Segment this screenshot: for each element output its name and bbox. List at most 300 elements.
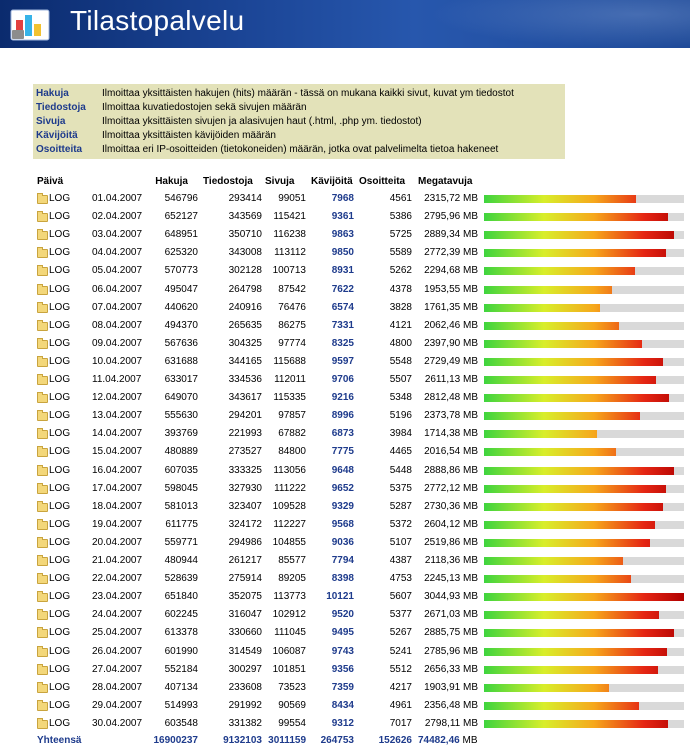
kavijoita-cell: 9648 (331, 464, 354, 476)
table-row (0, 462, 690, 480)
folder-icon (37, 322, 48, 331)
usage-bar (484, 521, 684, 529)
osoitteita-cell: 3828 (389, 301, 412, 313)
date-cell: 12.04.2007 (92, 392, 143, 404)
folder-icon (37, 648, 48, 657)
table-row (0, 190, 690, 208)
tiedostoja-cell: 331382 (228, 717, 262, 729)
header-decoration (430, 0, 690, 48)
table-row (0, 407, 690, 425)
usage-bar-fill (484, 629, 674, 637)
table-row (0, 281, 690, 299)
hakuja-cell: 649070 (164, 392, 198, 404)
usage-bar (484, 485, 684, 493)
tiedostoja-cell: 273527 (228, 446, 262, 458)
date-cell: 10.04.2007 (92, 355, 143, 367)
folder-icon (37, 412, 48, 421)
tiedostoja-cell: 293414 (228, 193, 262, 204)
sivuja-cell: 67882 (278, 428, 306, 440)
megatavuja-cell: 2604,12 MB (424, 518, 478, 530)
legend-description: Ilmoittaa yksittäisten hakujen (hits) määrän - tässä on mukana kaikki sivut, kuvat ym tiedostot (102, 88, 514, 99)
table-row (0, 262, 690, 280)
table-row (0, 570, 690, 588)
usage-bar-fill (484, 286, 612, 294)
sivuja-cell: 85577 (278, 555, 306, 566)
table-row (0, 715, 690, 733)
folder-icon (37, 666, 48, 675)
usage-bar-fill (484, 231, 674, 239)
tiedostoja-cell: 343569 (228, 211, 262, 223)
usage-bar (484, 648, 684, 656)
hakuja-cell: 607035 (164, 464, 198, 476)
usage-bar-fill (484, 467, 674, 475)
hakuja-cell: 648951 (164, 229, 198, 241)
legend-description: Ilmoittaa eri IP-osoitteiden (tietokoneiden) määrän, jotka ovat palvelimelta tietoa hakeneet (102, 144, 499, 155)
usage-bar-fill (484, 648, 667, 656)
table-row (0, 208, 690, 226)
sivuja-cell: 106087 (272, 645, 306, 657)
log-link[interactable]: LOG (49, 555, 71, 566)
hakuja-cell: 552184 (164, 663, 198, 675)
usage-bar-fill (484, 448, 616, 456)
legend-description: Ilmoittaa yksittäisten sivujen ja alasivujen haut (.html, .php ym. tiedostot) (102, 116, 422, 127)
log-link[interactable]: LOG (49, 482, 71, 494)
megatavuja-cell: 2730,36 MB (424, 500, 478, 512)
sivuja-cell: 99051 (278, 193, 306, 204)
megatavuja-cell: 2397,90 MB (424, 337, 478, 349)
usage-bar-fill (484, 412, 640, 420)
totals-mb-number: 74482,46 (418, 735, 460, 746)
column-header-kavijoita: Kävijöitä (311, 176, 353, 187)
folder-icon (37, 593, 48, 602)
usage-bar (484, 720, 684, 728)
column-header-osoitteita: Osoitteita (359, 176, 406, 187)
log-link[interactable]: LOG (49, 392, 71, 404)
log-link[interactable]: LOG (49, 500, 71, 512)
osoitteita-cell: 5448 (389, 464, 412, 476)
kavijoita-cell: 9743 (331, 645, 354, 657)
sivuja-cell: 115688 (273, 355, 306, 367)
date-cell: 04.04.2007 (92, 247, 143, 259)
sivuja-cell: 115421 (273, 211, 306, 223)
hakuja-cell: 581013 (164, 500, 198, 512)
usage-bar (484, 249, 684, 257)
totals-kavijoita: 264753 (320, 735, 354, 746)
log-link[interactable]: LOG (49, 717, 71, 729)
totals-megatavuja (418, 732, 478, 750)
usage-bar (484, 503, 684, 511)
megatavuja-cell: 2671,03 MB (424, 609, 478, 621)
hakuja-cell: 407134 (164, 681, 198, 693)
log-link[interactable]: LOG (49, 283, 71, 295)
table-row (0, 552, 690, 570)
folder-icon (37, 485, 48, 494)
osoitteita-cell: 5372 (389, 518, 412, 530)
kavijoita-cell: 9216 (331, 392, 354, 404)
sivuja-cell: 97857 (278, 410, 306, 422)
log-link[interactable]: LOG (49, 591, 71, 603)
hakuja-cell: 570773 (164, 265, 198, 277)
osoitteita-cell: 5107 (389, 536, 412, 548)
tiedostoja-cell: 344165 (228, 355, 262, 367)
tiedostoja-cell: 240916 (228, 301, 262, 313)
tiedostoja-cell: 264798 (228, 283, 262, 295)
sivuja-cell: 100713 (272, 265, 306, 277)
megatavuja-cell: 2356,48 MB (424, 699, 478, 711)
log-link[interactable]: LOG (49, 410, 71, 422)
date-cell: 11.04.2007 (92, 374, 142, 385)
usage-bar-fill (484, 340, 642, 348)
megatavuja-cell: 1903,91 MB (424, 681, 478, 693)
folder-icon (37, 304, 48, 313)
kavijoita-cell: 6574 (331, 301, 354, 313)
date-cell: 29.04.2007 (92, 699, 143, 711)
totals-row (0, 732, 690, 750)
kavijoita-cell: 9652 (331, 482, 354, 494)
folder-icon (37, 394, 48, 403)
log-link[interactable]: LOG (49, 573, 71, 585)
usage-bar (484, 575, 684, 583)
hakuja-cell: 393769 (164, 428, 198, 440)
table-row (0, 226, 690, 244)
log-link[interactable]: LOG (49, 518, 71, 530)
sivuja-cell: 112011 (274, 374, 306, 385)
totals-sivuja: 3011159 (268, 735, 306, 746)
folder-icon (37, 286, 48, 295)
log-link[interactable]: LOG (49, 355, 71, 367)
folder-icon (37, 195, 48, 204)
table-row (0, 624, 690, 642)
usage-bar-fill (484, 304, 600, 312)
table-row (0, 679, 690, 697)
table-row (0, 588, 690, 606)
osoitteita-cell: 7017 (389, 717, 412, 729)
table-row (0, 371, 690, 389)
osoitteita-cell: 5548 (389, 355, 412, 367)
column-header-megatavuja: Megatavuja (418, 176, 473, 187)
kavijoita-cell: 8398 (331, 573, 354, 585)
megatavuja-cell: 3044,93 MB (424, 591, 478, 603)
sivuja-cell: 87542 (278, 283, 306, 295)
tiedostoja-cell: 316047 (228, 609, 262, 621)
log-link[interactable]: LOG (49, 645, 71, 657)
folder-icon (37, 702, 48, 711)
usage-bar-fill (484, 702, 639, 710)
table-row (0, 425, 690, 443)
kavijoita-cell: 9520 (331, 609, 354, 621)
usage-bar-fill (484, 539, 650, 547)
table-row (0, 480, 690, 498)
log-link[interactable]: LOG (49, 211, 71, 223)
folder-icon (37, 539, 48, 548)
log-link[interactable]: LOG (49, 464, 71, 476)
megatavuja-cell: 2656,33 MB (424, 663, 478, 675)
osoitteita-cell: 5375 (389, 482, 412, 494)
date-cell: 08.04.2007 (92, 319, 143, 331)
usage-bar-fill (484, 485, 666, 493)
osoitteita-cell: 5287 (389, 500, 412, 512)
log-link[interactable]: LOG (49, 681, 71, 693)
table-row (0, 353, 690, 371)
megatavuja-cell: 1714,38 MB (424, 428, 478, 440)
usage-bar (484, 629, 684, 637)
megatavuja-cell: 2772,12 MB (424, 482, 478, 494)
tiedostoja-cell: 330660 (228, 627, 262, 639)
tiedostoja-cell: 314549 (228, 645, 262, 657)
usage-bar-fill (484, 195, 636, 203)
log-link[interactable]: LOG (49, 446, 71, 458)
date-cell: 27.04.2007 (92, 663, 143, 675)
tiedostoja-cell: 300297 (228, 663, 262, 675)
osoitteita-cell: 5262 (389, 265, 412, 277)
log-link[interactable]: LOG (49, 247, 71, 259)
tiedostoja-cell: 233608 (228, 681, 262, 693)
usage-bar-fill (484, 394, 669, 402)
kavijoita-cell: 9361 (331, 211, 354, 223)
kavijoita-cell: 7359 (331, 681, 354, 693)
kavijoita-cell: 6873 (331, 428, 354, 440)
date-cell: 05.04.2007 (92, 265, 143, 277)
osoitteita-cell: 5607 (389, 591, 412, 603)
tiedostoja-cell: 302128 (228, 265, 262, 277)
usage-bar (484, 593, 684, 601)
hakuja-cell: 567636 (164, 337, 198, 349)
osoitteita-cell: 5386 (389, 211, 412, 223)
folder-icon (37, 503, 48, 512)
date-cell: 09.04.2007 (92, 337, 143, 349)
hakuja-cell: 602245 (164, 609, 198, 621)
osoitteita-cell: 5241 (389, 645, 412, 657)
megatavuja-cell: 2885,75 MB (424, 627, 478, 639)
kavijoita-cell: 7622 (331, 283, 354, 295)
log-link[interactable]: LOG (49, 536, 71, 548)
megatavuja-cell: 2519,86 MB (424, 536, 478, 548)
osoitteita-cell: 4121 (389, 319, 412, 331)
date-cell: 15.04.2007 (92, 446, 143, 458)
usage-bar (484, 666, 684, 674)
page-title: Tilastopalvelu (70, 5, 245, 36)
date-cell: 25.04.2007 (92, 627, 143, 639)
usage-bar-fill (484, 684, 609, 692)
tiedostoja-cell: 294201 (228, 410, 262, 422)
hakuja-cell: 625320 (164, 247, 198, 259)
megatavuja-cell: 2062,46 MB (424, 319, 478, 331)
tiedostoja-cell: 343008 (228, 247, 262, 259)
totals-label: Yhteensä (37, 735, 82, 746)
log-link[interactable]: LOG (49, 663, 71, 675)
osoitteita-cell: 4387 (389, 555, 412, 566)
hakuja-cell: 514993 (164, 699, 198, 711)
megatavuja-cell: 2772,39 MB (424, 247, 478, 259)
sivuja-cell: 73523 (278, 681, 306, 693)
folder-icon (37, 376, 48, 385)
osoitteita-cell: 3984 (389, 428, 412, 440)
folder-icon (37, 720, 48, 729)
date-cell: 23.04.2007 (92, 591, 143, 603)
folder-icon (37, 430, 48, 439)
usage-bar (484, 702, 684, 710)
folder-icon (37, 575, 48, 584)
table-row (0, 534, 690, 552)
table-row (0, 389, 690, 407)
log-link[interactable]: LOG (49, 319, 71, 331)
table-row (0, 661, 690, 679)
usage-bar-fill (484, 720, 668, 728)
megatavuja-cell: 2294,68 MB (424, 265, 478, 277)
column-header-sivuja: Sivuja (265, 176, 295, 187)
log-link[interactable]: LOG (49, 265, 71, 277)
log-link[interactable]: LOG (49, 337, 71, 349)
date-cell: 07.04.2007 (92, 301, 143, 313)
usage-bar (484, 358, 684, 366)
legend-term: Kävijöitä (36, 130, 78, 141)
sivuja-cell: 115335 (273, 392, 306, 404)
kavijoita-cell: 9597 (331, 355, 354, 367)
log-link[interactable]: LOG (49, 193, 71, 204)
megatavuja-cell: 2889,34 MB (424, 229, 478, 241)
hakuja-cell: 480944 (164, 555, 198, 566)
usage-bar (484, 195, 684, 203)
osoitteita-cell: 5377 (389, 609, 412, 621)
kavijoita-cell: 9036 (331, 536, 354, 548)
hakuja-cell: 611775 (165, 518, 198, 530)
tiedostoja-cell: 221993 (228, 428, 262, 440)
usage-bar (484, 611, 684, 619)
table-row (0, 697, 690, 715)
usage-bar-fill (484, 358, 663, 366)
date-cell: 14.04.2007 (92, 428, 143, 440)
date-cell: 13.04.2007 (92, 410, 143, 422)
megatavuja-cell: 2798,11 MB (424, 717, 478, 729)
date-cell: 01.04.2007 (92, 193, 143, 204)
tiedostoja-cell: 291992 (228, 699, 262, 711)
date-cell: 20.04.2007 (92, 536, 143, 548)
kavijoita-cell: 9329 (331, 500, 354, 512)
folder-icon (37, 231, 48, 240)
hakuja-cell: 631688 (164, 355, 198, 367)
log-link[interactable]: LOG (49, 428, 71, 440)
tiedostoja-cell: 294986 (228, 536, 262, 548)
hakuja-cell: 480889 (164, 446, 198, 458)
date-cell: 26.04.2007 (92, 645, 143, 657)
hakuja-cell: 546796 (164, 193, 198, 204)
usage-bar-fill (484, 557, 623, 565)
usage-bar (484, 539, 684, 547)
column-header-tiedostoja: Tiedostoja (203, 176, 253, 187)
osoitteita-cell: 5589 (389, 247, 412, 259)
usage-bar-fill (484, 267, 635, 275)
usage-bar (484, 213, 684, 221)
usage-bar (484, 231, 684, 239)
tiedostoja-cell: 352075 (228, 591, 262, 603)
column-header-date: Päivä (37, 176, 64, 187)
osoitteita-cell: 4378 (389, 283, 412, 295)
tiedostoja-cell: 261217 (228, 555, 262, 566)
osoitteita-cell: 4561 (389, 193, 412, 204)
tiedostoja-cell: 324172 (228, 518, 262, 530)
megatavuja-cell: 2729,49 MB (424, 355, 478, 367)
kavijoita-cell: 9850 (331, 247, 354, 259)
kavijoita-cell: 7968 (331, 193, 354, 204)
folder-icon (37, 611, 48, 620)
usage-bar-fill (484, 593, 684, 601)
usage-bar-fill (484, 430, 597, 438)
log-link[interactable]: LOG (49, 301, 71, 313)
folder-icon (37, 629, 48, 638)
totals-tiedostoja: 9132103 (223, 735, 262, 746)
log-link[interactable]: LOG (49, 627, 71, 639)
usage-bar (484, 376, 684, 384)
kavijoita-cell: 8996 (331, 410, 354, 422)
usage-bar-fill (484, 575, 631, 583)
usage-bar (484, 267, 684, 275)
log-link[interactable]: LOG (49, 699, 71, 711)
table-row (0, 244, 690, 262)
usage-bar-fill (484, 521, 655, 529)
sivuja-cell: 113112 (274, 247, 306, 259)
date-cell: 30.04.2007 (92, 717, 143, 729)
usage-bar (484, 286, 684, 294)
tiedostoja-cell: 350710 (228, 229, 262, 241)
kavijoita-cell: 7331 (331, 319, 354, 331)
sivuja-cell: 101851 (272, 663, 306, 675)
usage-bar-fill (484, 611, 659, 619)
kavijoita-cell: 9312 (331, 717, 354, 729)
table-row (0, 317, 690, 335)
log-link[interactable]: LOG (49, 374, 71, 385)
kavijoita-cell: 8325 (331, 337, 354, 349)
kavijoita-cell: 9495 (331, 627, 354, 639)
kavijoita-cell: 7794 (331, 555, 354, 566)
log-link[interactable]: LOG (49, 609, 71, 621)
date-cell: 18.04.2007 (92, 500, 143, 512)
tiedostoja-cell: 327930 (228, 482, 262, 494)
hakuja-cell: 603548 (164, 717, 198, 729)
date-cell: 17.04.2007 (92, 482, 143, 494)
usage-bar (484, 322, 684, 330)
usage-bar (484, 684, 684, 692)
kavijoita-cell: 9568 (331, 518, 354, 530)
tiedostoja-cell: 334536 (228, 374, 262, 385)
kavijoita-cell: 8931 (331, 265, 354, 277)
sivuja-cell: 86275 (278, 319, 306, 331)
usage-bar (484, 394, 684, 402)
log-link[interactable]: LOG (49, 229, 71, 241)
osoitteita-cell: 4465 (389, 446, 412, 458)
legend-term: Osoitteita (36, 144, 83, 155)
totals-hakuja: 16900237 (153, 735, 198, 746)
usage-bar (484, 557, 684, 565)
folder-icon (37, 358, 48, 367)
legend-box (33, 84, 565, 159)
date-cell: 02.04.2007 (92, 211, 143, 223)
megatavuja-cell: 2245,13 MB (424, 573, 478, 585)
table-row (0, 299, 690, 317)
sivuja-cell: 109528 (272, 500, 306, 512)
hakuja-cell: 495047 (164, 283, 198, 295)
legend-term: Hakuja (36, 88, 69, 99)
usage-bar (484, 412, 684, 420)
megatavuja-cell: 1761,35 MB (424, 301, 478, 313)
tiedostoja-cell: 265635 (228, 319, 262, 331)
osoitteita-cell: 5348 (389, 392, 412, 404)
sivuja-cell: 90569 (278, 699, 306, 711)
hakuja-cell: 440620 (164, 301, 198, 313)
sivuja-cell: 112227 (273, 518, 306, 530)
megatavuja-cell: 2812,48 MB (424, 392, 478, 404)
sivuja-cell: 116238 (273, 229, 306, 241)
sivuja-cell: 104855 (272, 536, 306, 548)
